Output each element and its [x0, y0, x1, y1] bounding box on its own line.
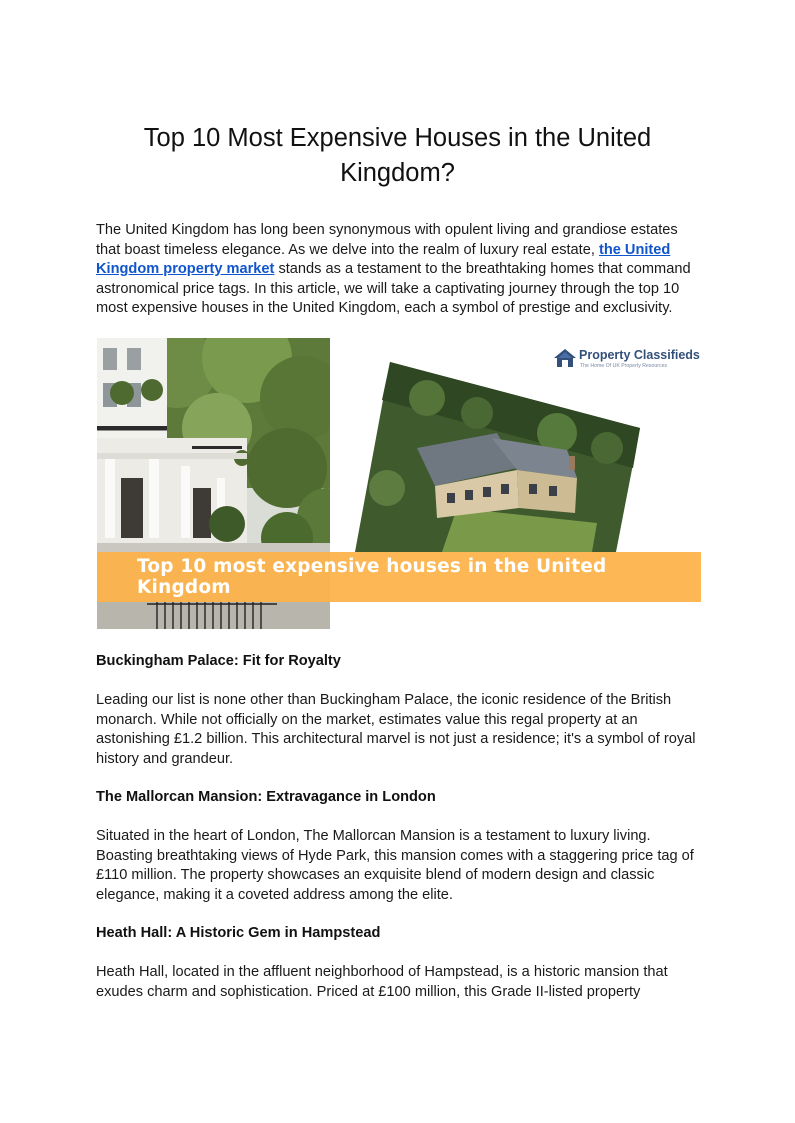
property-market-link[interactable]: the United Kingdom property market	[96, 241, 671, 277]
intro-paragraph	[96, 221, 701, 319]
section-heading: The Mallorcan Mansion: Extravagance in London	[96, 789, 436, 805]
property-classifieds-logo	[553, 348, 699, 374]
logo-tagline: The Home Of UK Property Resources	[580, 363, 668, 369]
banner-caption-strip	[97, 552, 701, 602]
page-title: Top 10 Most Expensive Houses in the United Kingdom?	[143, 124, 652, 187]
section-body: Heath Hall, located in the affluent neighborhood of Hampstead, is a historic mansion that exudes charm and sophistication. Priced at £100 million, this Grade II-listed property	[96, 964, 668, 1000]
section-heading: Heath Hall: A Historic Gem in Hampstead	[96, 925, 381, 941]
intro-text-before: The United Kingdom has long been synonymous with opulent living and grandiose estates that boast timeless elegance. As we delve into the realm of luxury real estate,	[96, 222, 678, 258]
intro-text-after: stands as a testament to the breathtaking homes that command astronomical price tags. In this article, we will take a captivating journey through the top 10 most expensive houses in the United Kingdom, each a symbol of prestige and exclusivity.	[96, 261, 691, 316]
house-logo-icon	[553, 348, 577, 368]
logo-name: Property Classifieds	[579, 348, 700, 362]
section-heading: Buckingham Palace: Fit for Royalty	[96, 653, 341, 669]
section-body: Leading our list is none other than Buckingham Palace, the iconic residence of the British monarch. While not officially on the market, estimates value this regal property at an astonishing £1.2 billion. This architectural marvel is not just a residence; it's a symbol of royal history and grandeur.	[96, 692, 696, 767]
banner-caption: Top 10 most expensive houses in the United Kingdom	[137, 556, 607, 598]
hero-banner-image	[97, 338, 701, 629]
section-body: Situated in the heart of London, The Mallorcan Mansion is a testament to luxury living. Boasting breathtaking views of Hyde Park, this mansion comes with a staggering price tag of £110 million. The property showcases an exquisite blend of modern design and classic elegance, making it a coveted address among the elite.	[96, 828, 694, 903]
